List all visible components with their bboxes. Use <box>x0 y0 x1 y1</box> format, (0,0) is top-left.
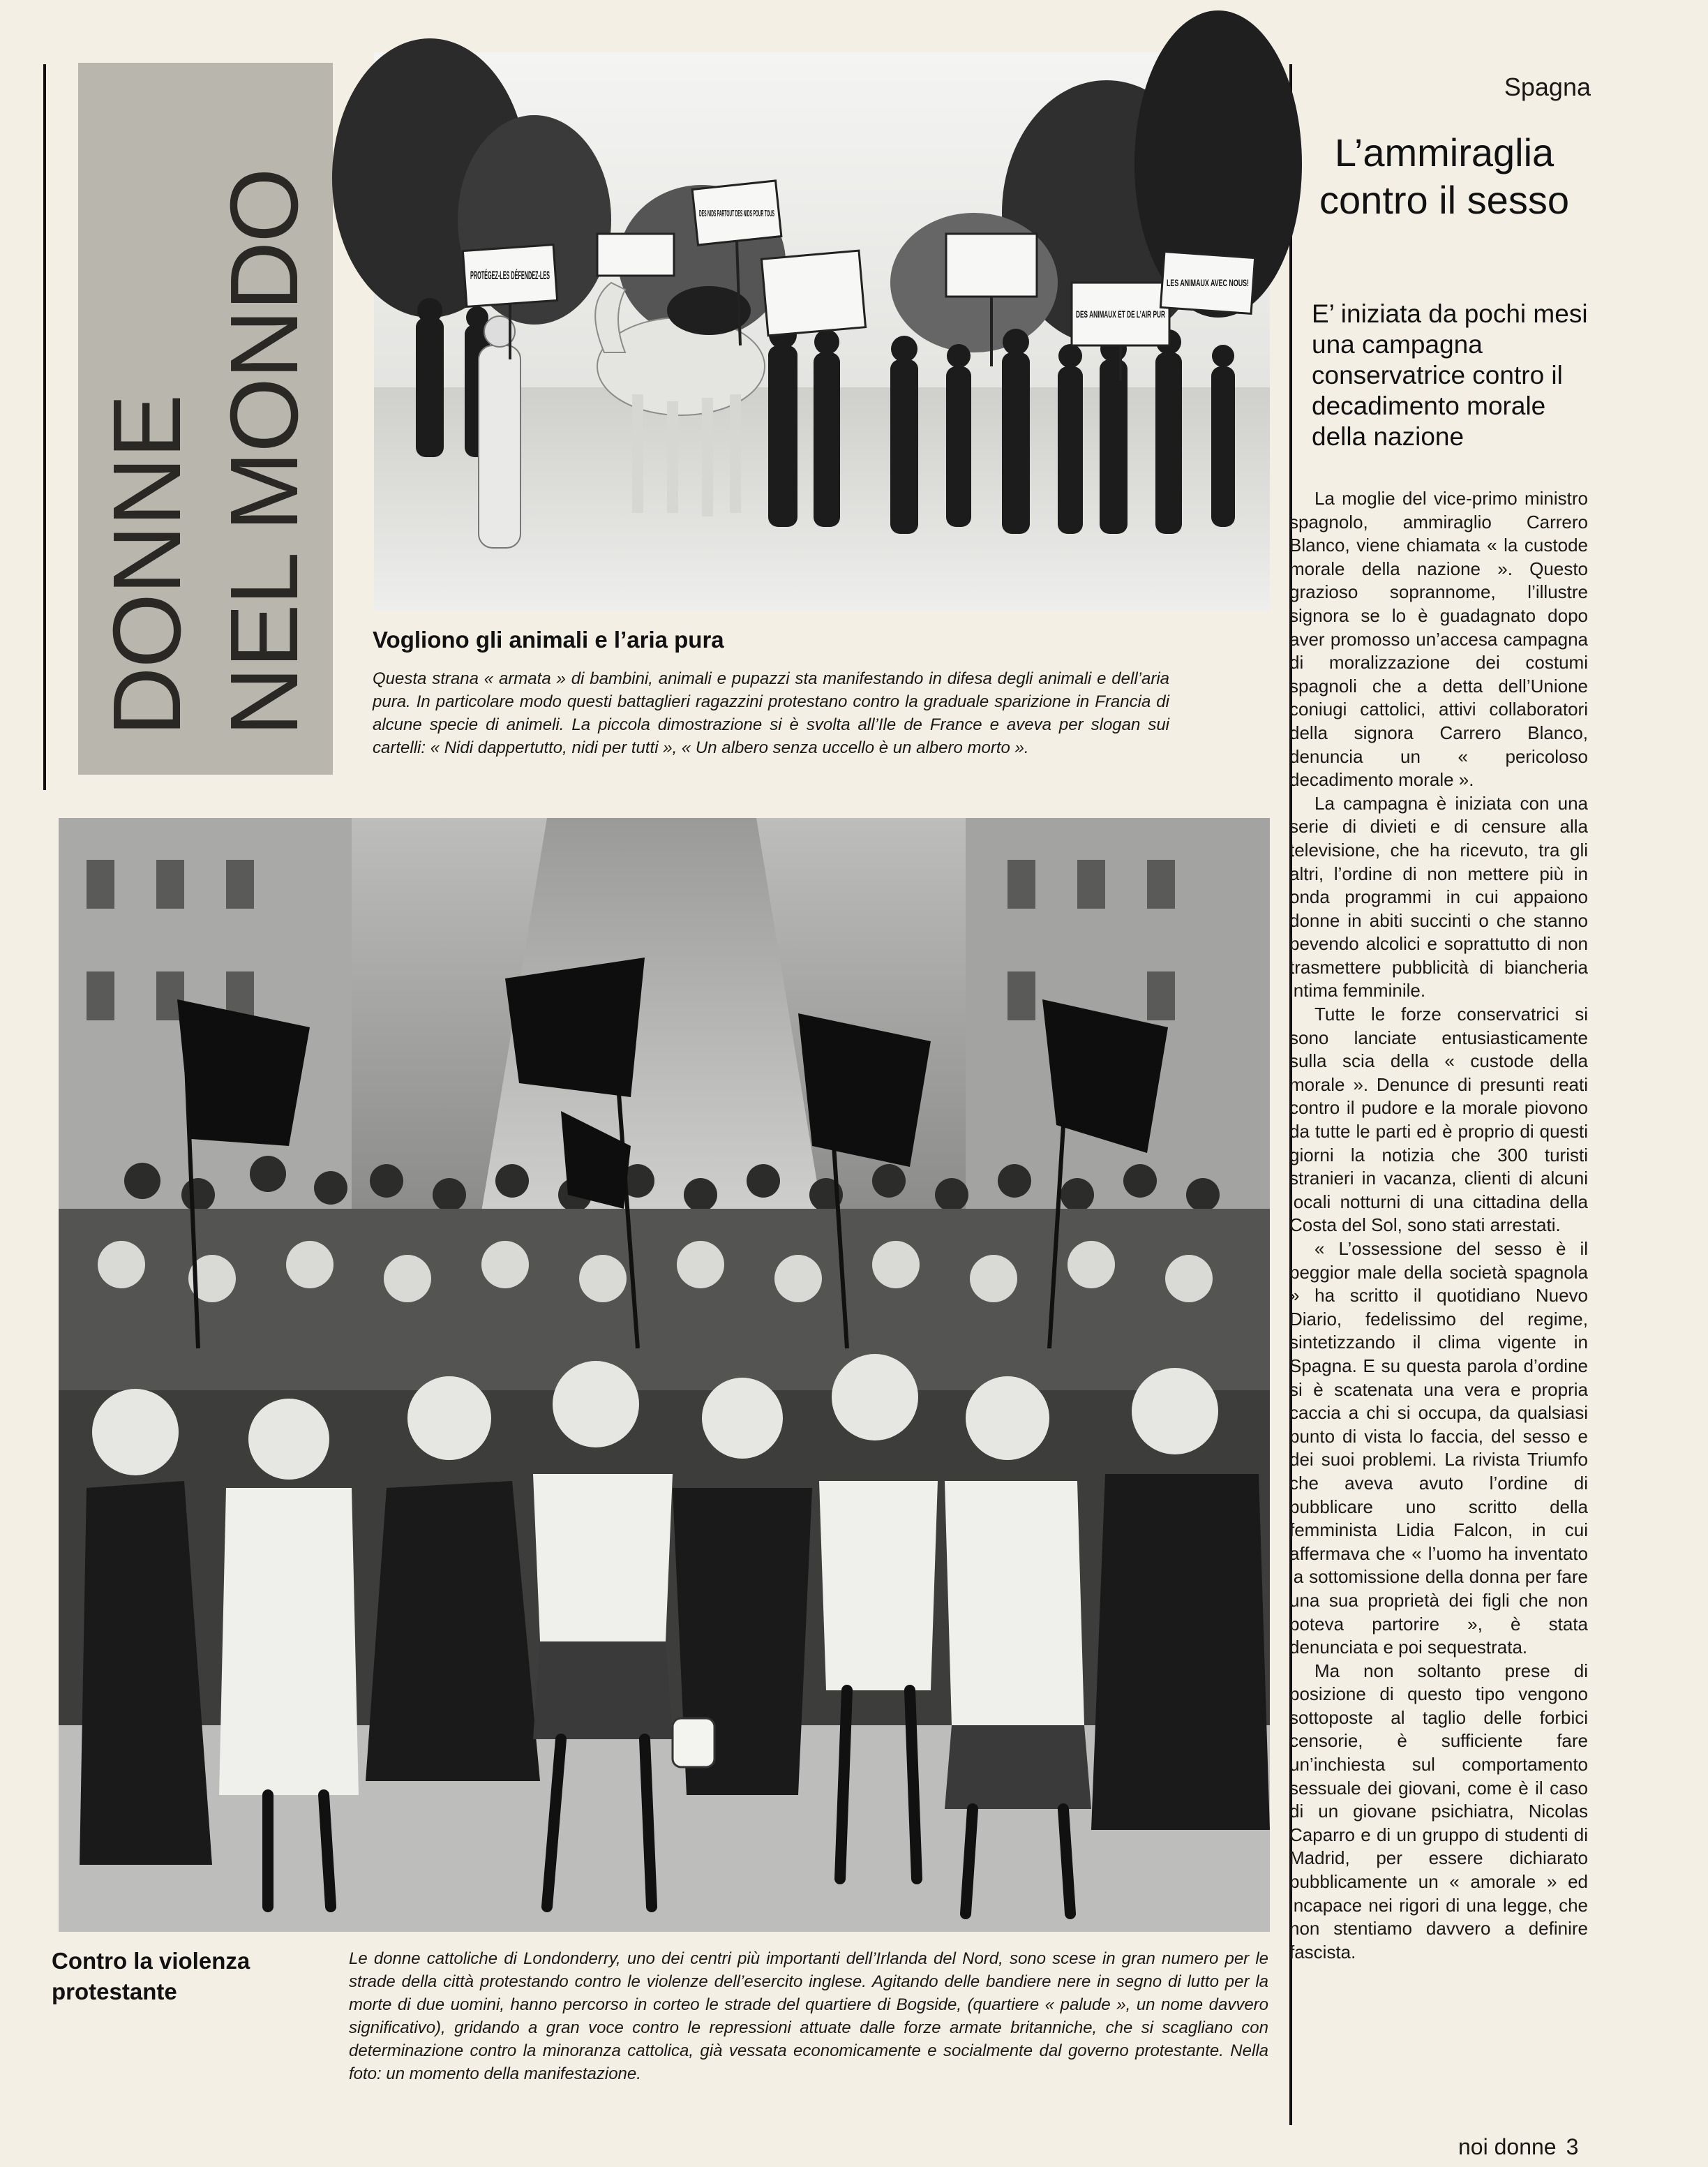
section-title-line2: NEL MONDO <box>211 169 318 736</box>
article-headline: L’ammiraglia contro il sesso <box>1319 131 1569 222</box>
magazine-name: noi donne <box>1458 2134 1557 2159</box>
article-paragraph: Tutte le forze conservatrici si sono lanciate entusiasticamente sulla scia della « custode della morale ». Denunce di presunti reati contro il pudore e la morale piovono da tutte le parti ed è proprio di questi giorni la notizia che 300 turisti stranieri in vacanza, clienti di alcuni locali notturni di una cittadina della Costa del Sol, sono stati arrestati. <box>1289 1004 1588 1236</box>
article-kicker: Spagna <box>1504 73 1591 101</box>
sign-des-animaux: DES ANIMAUX ET DE L’AIR PUR <box>1076 308 1165 320</box>
sign-protegez: PROTÉGEZ-LES DÉFENDEZ-LES <box>470 269 550 282</box>
article-paragraph: Ma non soltanto prese di posizione di questo tipo vengono sottoposte al taglio delle forbici censorie, è sufficiente fare un’inchiesta sul comportamento sessuale dei giovani, come è il caso di un giovane psichiatra, Nicolas Caparro e di un gruppo di studenti di Madrid, per essere dichiarato pubblicamente un « amorale » ed incapace nei rigori di una legge, che non stentiamo davvero a definire fascista. <box>1289 1660 1588 1963</box>
bottom-photo-title: Contro la violenza protestante <box>52 1948 250 2004</box>
left-column-rule <box>43 64 46 790</box>
article-paragraph: « L’ossessione del sesso è il peggior male della società spagnola » ha scritto il quotidiano Nuevo Diario, fedelissimo del regime, sintetizzando il clima vigente in Spagna. E su questa parola d’ordine si è scatenata una vera e propria caccia a chi si occupa, da qualsiasi punto di vista lo faccia, del sesso e dei suoi problemi. La rivista Triumfo che aveva avuto l’ordine di pubblicare uno scritto della femminista Lidia Falcon, in cui affermava che « l’uomo ha inventato la sottomissione della donna per fare una sua proprietà dei figli che non poteva partorire », è stata denunciata e poi sequestrata. <box>1289 1238 1588 1658</box>
article-lead: E’ iniziata da pochi mesi una campagna conservatrice contro il decadimento morale della nazione <box>1312 299 1588 451</box>
article-body <box>1289 487 1588 1964</box>
section-title-line1: DONNE <box>93 395 201 736</box>
sign-des-nids: DES NIDS PARTOUT DES NIDS POUR TOUS <box>699 208 775 218</box>
page-number: 3 <box>1566 2134 1579 2159</box>
top-photo-title: Vogliono gli animali e l’aria pura <box>373 627 724 653</box>
sign-les-animaux: LES ANIMAUX AVEC NOUS! <box>1167 277 1249 288</box>
bottom-photo-caption: Le donne cattoliche di Londonderry, uno dei centri più importanti dell’Irlanda del Nord, sono scese in gran numero per le strade della città protestando contro le violenze dell’esercito inglese. Agitando delle bandiere nere in segno di lutto per la morte di due uomini, hanno percorso in corteo le strade del quartiere di Bogside, (quartiere « palude », un nome davvero significativo), gridando a gran voce contro le repressioni attuate dalle forze armate britanniche, che si scagliano con determinazione contro la minoranza cattolica, già vessata economicamente e socialmente dal governo protestante. Nella foto: un momento della manifestazione. <box>349 1949 1268 2083</box>
article-paragraph: La campagna è iniziata con una serie di divieti e di censure alla televisione, che ha ricevuto, tra gli altri, l’ordine di non mettere più in onda programmi in cui appaiono donne in abiti succinti o che stanno bevendo alcolici e soprattutto di non trasmettere pubblicità di biancheria intima femminile. <box>1289 792 1588 1001</box>
article-paragraph: La moglie del vice-primo ministro spagnolo, ammiraglio Carrero Blanco, viene chiamata « la custode morale della nazione ». Questo grazioso soprannome, l’illustre signora se lo è guadagnato dopo aver promosso un’accesa campagna di moralizzazione dei costumi spagnoli che a detta dell’Unione coniugi cattolici, attivi collaboratori della signora Carrero Blanco, denuncia un « pericoloso decadimento morale ». <box>1289 488 1588 791</box>
page-footer <box>1458 2134 1578 2160</box>
top-photo-caption: Questa strana « armata » di bambini, animali e pupazzi sta manifestando in difesa degli animali e dell’aria pura. In particolare modo questi battaglieri ragazzini protestano contro la graduale sparizione in Francia di alcune specie di animeli. La piccola dimostrazione si è svolta all’Ile de France e aveva per slogan sui cartelli: « Nidi dappertutto, nidi per tutti », « Un albero senza uccello è un albero morto ». <box>373 669 1169 757</box>
bottom-photo <box>59 818 1270 1932</box>
top-photo <box>374 52 1270 611</box>
